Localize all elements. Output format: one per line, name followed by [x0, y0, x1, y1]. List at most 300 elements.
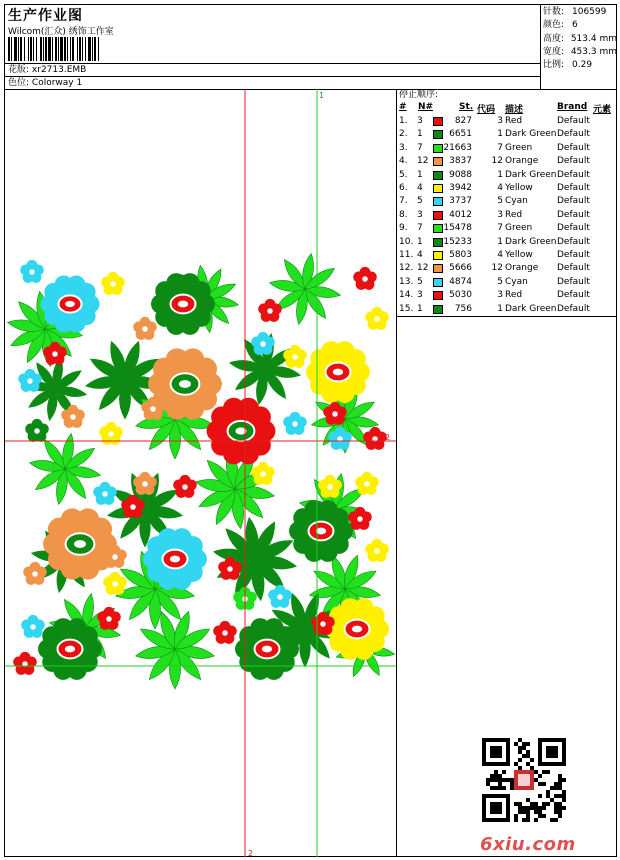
color-swatch [433, 238, 443, 247]
qr-module [538, 754, 542, 758]
qr-module [526, 742, 530, 746]
qr-module [498, 738, 502, 742]
needle-number: 4 [417, 250, 423, 260]
qr-module [538, 738, 542, 742]
qr-module [554, 806, 558, 810]
color-description: Cyan [505, 276, 528, 287]
color-description: Yellow [505, 183, 533, 193]
qr-module [530, 802, 534, 806]
color-code: 4 [497, 183, 503, 193]
qr-module [518, 806, 522, 810]
qr-module [558, 806, 562, 810]
qr-module [518, 802, 522, 806]
small-flower-center [320, 621, 326, 627]
qr-module [506, 818, 510, 822]
qr-module [538, 782, 542, 786]
qr-module [530, 806, 534, 810]
qr-module [506, 798, 510, 802]
qr-module [558, 810, 562, 814]
qr-module [486, 782, 490, 786]
needle-number: 7 [417, 142, 423, 153]
thread-brand: Default [557, 223, 590, 234]
small-flower-petal [25, 423, 36, 434]
qr-module [514, 742, 518, 746]
qr-module [558, 794, 562, 798]
color-swatch [433, 144, 443, 153]
qr-module [482, 746, 486, 750]
small-flower-petal [323, 406, 334, 417]
needle-number: 12 [417, 263, 429, 274]
colorway-value: Colorway 1 [31, 78, 83, 88]
stitch-count: 827 [454, 116, 472, 126]
qr-module [522, 778, 526, 782]
qr-module [546, 802, 550, 806]
guide-mark-right: 2 [385, 433, 391, 442]
stats-panel [540, 5, 617, 89]
color-swatch [433, 211, 443, 220]
qr-module [554, 810, 558, 814]
qr-module [498, 786, 502, 790]
qr-module [558, 738, 562, 742]
qr-module [514, 782, 518, 786]
qr-module [494, 794, 498, 798]
qr-module [506, 758, 510, 762]
qr-module [510, 778, 514, 782]
qr-module [554, 754, 558, 758]
qr-module [518, 786, 522, 790]
color-description: Green [505, 142, 533, 153]
qr-module [530, 774, 534, 778]
color-swatch [433, 291, 443, 300]
qr-module [494, 770, 498, 774]
stitch-count: 3942 [449, 183, 472, 193]
sequence-row [397, 289, 617, 302]
qr-module [494, 778, 498, 782]
qr-module [550, 738, 554, 742]
qr-module [506, 794, 510, 798]
color-description: Dark Green [505, 129, 557, 140]
qr-module [550, 786, 554, 790]
seq-number: 7. [399, 196, 408, 207]
qr-module [558, 762, 562, 766]
thread-brand: Default [557, 116, 590, 126]
stat-stitches: 针数: 106599 [543, 7, 607, 17]
qr-module [486, 778, 490, 782]
qr-module [526, 810, 530, 814]
stop-sequence-title: 停止顺序: [399, 90, 439, 100]
sequence-row [397, 155, 617, 168]
stitch-count: 4012 [449, 209, 472, 220]
stitch-count: 3737 [449, 196, 472, 207]
qr-module [494, 774, 498, 778]
flower-eye [352, 626, 362, 633]
seq-number: 10. [399, 236, 414, 247]
sequence-row [397, 169, 617, 182]
seq-number: 13. [399, 276, 414, 287]
small-flower-center [34, 428, 40, 434]
seq-number: 14. [399, 290, 414, 301]
needle-number: 1 [417, 129, 423, 140]
qr-module [490, 746, 494, 750]
small-flower-petal [103, 549, 114, 560]
needle-number: 12 [417, 156, 429, 167]
qr-module [538, 794, 542, 798]
qr-module [482, 758, 486, 762]
qr-module [502, 794, 506, 798]
qr-module [542, 770, 546, 774]
qr-module [486, 794, 490, 798]
qr-module [518, 758, 522, 762]
flower-eye [262, 646, 272, 653]
small-flower-center [260, 341, 266, 347]
qr-module [502, 818, 506, 822]
sequence-row [397, 236, 617, 249]
sequence-row [397, 182, 617, 195]
stitch-count: 21663 [443, 142, 472, 153]
qr-module [546, 790, 550, 794]
qr-module [522, 774, 526, 778]
small-flower-center [292, 354, 298, 360]
qr-module [506, 762, 510, 766]
col-desc: 描述 [505, 105, 524, 115]
qr-module [494, 762, 498, 766]
qr-module [530, 758, 534, 762]
qr-module [490, 750, 494, 754]
qr-module [490, 794, 494, 798]
small-flower-petal [99, 426, 110, 437]
col-hash: # [399, 102, 407, 112]
color-swatch [433, 197, 443, 206]
qr-module [522, 742, 526, 746]
small-flower-center [267, 308, 273, 314]
thread-brand: Default [557, 142, 590, 153]
qr-module [554, 762, 558, 766]
qr-module [526, 762, 530, 766]
qr-module [526, 754, 530, 758]
small-flower-petal [218, 561, 229, 572]
qr-module [526, 770, 530, 774]
needle-number: 1 [417, 169, 423, 180]
qr-module [498, 806, 502, 810]
seq-number: 4. [399, 156, 408, 167]
colorway-label: 色位: [8, 78, 30, 88]
flower-petal [329, 508, 349, 528]
qr-module [494, 818, 498, 822]
guide-mark-top: 1 [319, 91, 325, 100]
qr-module [490, 786, 494, 790]
qr-module [482, 802, 486, 806]
qr-module [494, 810, 498, 814]
qr-module [526, 818, 530, 822]
qr-module [494, 806, 498, 810]
qr-module [562, 746, 566, 750]
stitch-count: 3837 [449, 156, 472, 167]
qr-module [502, 738, 506, 742]
color-description: Red [505, 290, 523, 301]
qr-module [490, 810, 494, 814]
qr-module [518, 746, 522, 750]
qr-module [518, 774, 522, 778]
small-flower-petal [173, 479, 184, 490]
qr-module [538, 758, 542, 762]
qr-module [550, 746, 554, 750]
barcode-image [8, 37, 136, 61]
flower-petal [183, 536, 203, 556]
qr-module [482, 738, 486, 742]
qr-module [562, 758, 566, 762]
color-description: Orange [505, 156, 539, 167]
thread-brand: Default [557, 169, 590, 180]
small-flower-petal [365, 311, 376, 322]
sequence-row [397, 262, 617, 275]
needle-number: 1 [417, 303, 423, 314]
stitch-count: 5666 [449, 263, 472, 274]
qr-module [534, 802, 538, 806]
qr-module [514, 802, 518, 806]
thread-brand: Default [557, 209, 590, 220]
guide-mark-bottom: 2 [248, 849, 254, 857]
color-swatch [433, 157, 443, 166]
qr-module [494, 738, 498, 742]
qr-module [498, 782, 502, 786]
qr-module [522, 782, 526, 786]
col-n: N# [418, 102, 434, 112]
small-flower-center [30, 624, 36, 630]
qr-module [490, 762, 494, 766]
color-code: 12 [491, 156, 503, 167]
small-flower-center [374, 548, 380, 554]
small-flower-petal [97, 611, 108, 622]
qr-module [482, 754, 486, 758]
qr-module [538, 806, 542, 810]
qr-module [530, 786, 534, 790]
small-flower-center [260, 471, 266, 477]
seq-number: 2. [399, 129, 408, 140]
qr-module [482, 798, 486, 802]
qr-module [518, 750, 522, 754]
pattern-value: xr2713.EMB [31, 65, 87, 75]
stop-sequence-panel [397, 89, 617, 317]
qr-module [534, 818, 538, 822]
qr-module [558, 802, 562, 806]
qr-module [518, 782, 522, 786]
qr-module [562, 778, 566, 782]
small-flower-center [374, 316, 380, 322]
qr-module [506, 810, 510, 814]
qr-module [482, 794, 486, 798]
small-flower-petal [18, 373, 29, 384]
color-description: Red [505, 209, 523, 220]
color-description: Dark Green [505, 169, 557, 180]
color-swatch [433, 117, 443, 126]
color-swatch [433, 264, 443, 273]
qr-module [502, 786, 506, 790]
small-flower-center [112, 554, 118, 560]
qr-module [498, 794, 502, 798]
color-code: 1 [497, 236, 503, 247]
flower-petal [78, 626, 98, 646]
qr-module [546, 750, 550, 754]
qr-module [546, 754, 550, 758]
color-code: 7 [497, 223, 503, 234]
seq-number: 1. [399, 116, 408, 126]
qr-module [490, 818, 494, 822]
color-description: Red [505, 116, 523, 126]
qr-module [486, 762, 490, 766]
qr-module [554, 786, 558, 790]
small-flower-center [112, 581, 118, 587]
qr-module [494, 750, 498, 754]
qr-module [498, 818, 502, 822]
thread-brand: Default [557, 263, 590, 274]
qr-module [498, 762, 502, 766]
sequence-row [397, 303, 617, 316]
qr-module [550, 754, 554, 758]
small-flower-center [110, 281, 116, 287]
small-flower-center [362, 276, 368, 282]
thread-brand: Default [557, 250, 590, 260]
qr-module [494, 786, 498, 790]
qr-module [482, 818, 486, 822]
small-flower-petal [61, 409, 72, 420]
colorway-row [5, 76, 540, 89]
color-code: 12 [491, 263, 503, 274]
qr-module [530, 770, 534, 774]
small-flower-petal [283, 416, 294, 427]
qr-module [534, 810, 538, 814]
qr-module [494, 802, 498, 806]
qr-module [514, 818, 518, 822]
qr-module [506, 742, 510, 746]
small-flower-center [106, 616, 112, 622]
col-code: 代码 [477, 105, 496, 115]
qr-module [538, 762, 542, 766]
small-flower-petal [133, 476, 144, 487]
flower-petal [194, 358, 217, 381]
flower-eye [170, 556, 180, 563]
embroidery-design-svg [5, 89, 397, 857]
qr-module [510, 782, 514, 786]
qr-module [562, 806, 566, 810]
qr-module [534, 778, 538, 782]
seq-number: 12. [399, 263, 414, 274]
qr-module [506, 746, 510, 750]
small-flower-center [357, 516, 363, 522]
qr-module [546, 794, 550, 798]
flower-petal [191, 281, 211, 301]
qr-module [562, 794, 566, 798]
flower-eye [179, 380, 191, 388]
small-flower-center [327, 484, 333, 490]
small-flower-petal [121, 499, 132, 510]
flower-petal [250, 406, 271, 427]
qr-module [514, 814, 518, 818]
col-stitches: St. [459, 102, 474, 112]
qr-module [562, 742, 566, 746]
page-title: 生产作业图 [8, 8, 83, 24]
qr-module [518, 766, 522, 770]
small-flower-center [108, 431, 114, 437]
small-flower-petal [20, 264, 31, 275]
qr-module [518, 778, 522, 782]
small-flower-center [364, 481, 370, 487]
color-code: 5 [497, 196, 503, 207]
flower-eye [333, 369, 343, 376]
qr-module [514, 778, 518, 782]
color-code: 3 [497, 116, 503, 126]
sequence-row [397, 142, 617, 155]
header-info [5, 5, 540, 89]
thread-brand: Default [557, 276, 590, 287]
qr-module [550, 750, 554, 754]
qr-module [526, 798, 530, 802]
small-flower-center [150, 406, 156, 412]
stat-colors: 颜色: 6 [543, 20, 578, 31]
stitch-count: 5030 [449, 290, 472, 301]
color-code: 3 [497, 209, 503, 220]
qr-module [522, 746, 526, 750]
floral-embroidery-art [7, 253, 396, 689]
qr-module [522, 770, 526, 774]
sequence-row [397, 222, 617, 235]
qr-module [490, 774, 494, 778]
qr-module [486, 818, 490, 822]
qr-module [498, 750, 502, 754]
stitch-count: 756 [454, 303, 472, 314]
qr-module [482, 762, 486, 766]
flower-eye [74, 540, 86, 548]
qr-code-image [482, 738, 566, 822]
qr-module [538, 814, 542, 818]
qr-module [506, 778, 510, 782]
qr-module [546, 738, 550, 742]
qr-module [490, 806, 494, 810]
color-swatch [433, 184, 443, 193]
color-description: Yellow [505, 250, 533, 260]
color-code: 1 [497, 129, 503, 140]
color-swatch [433, 278, 443, 287]
qr-module [490, 754, 494, 758]
color-description: Dark Green [505, 236, 557, 247]
qr-module [542, 802, 546, 806]
qr-module [558, 778, 562, 782]
small-flower-petal [103, 576, 114, 587]
qr-module [530, 782, 534, 786]
qr-module [482, 750, 486, 754]
color-description: Cyan [505, 196, 528, 207]
sequence-row [397, 209, 617, 222]
stat-height: 高度: 513.4 mm [543, 33, 617, 44]
thread-brand: Default [557, 183, 590, 193]
qr-module [498, 778, 502, 782]
qr-module [506, 814, 510, 818]
qr-module [554, 794, 558, 798]
qr-module [494, 746, 498, 750]
flower-petal [365, 606, 385, 626]
color-swatch [433, 305, 443, 314]
qr-module [554, 818, 558, 822]
small-flower-center [292, 421, 298, 427]
small-flower-center [277, 594, 283, 600]
flower-eye [178, 301, 188, 308]
qr-module [526, 814, 530, 818]
qr-module [522, 754, 526, 758]
small-flower-petal [43, 346, 54, 357]
col-element: 元素 [593, 105, 612, 115]
qr-module [542, 806, 546, 810]
qr-module [498, 774, 502, 778]
small-flower-petal [365, 543, 376, 554]
